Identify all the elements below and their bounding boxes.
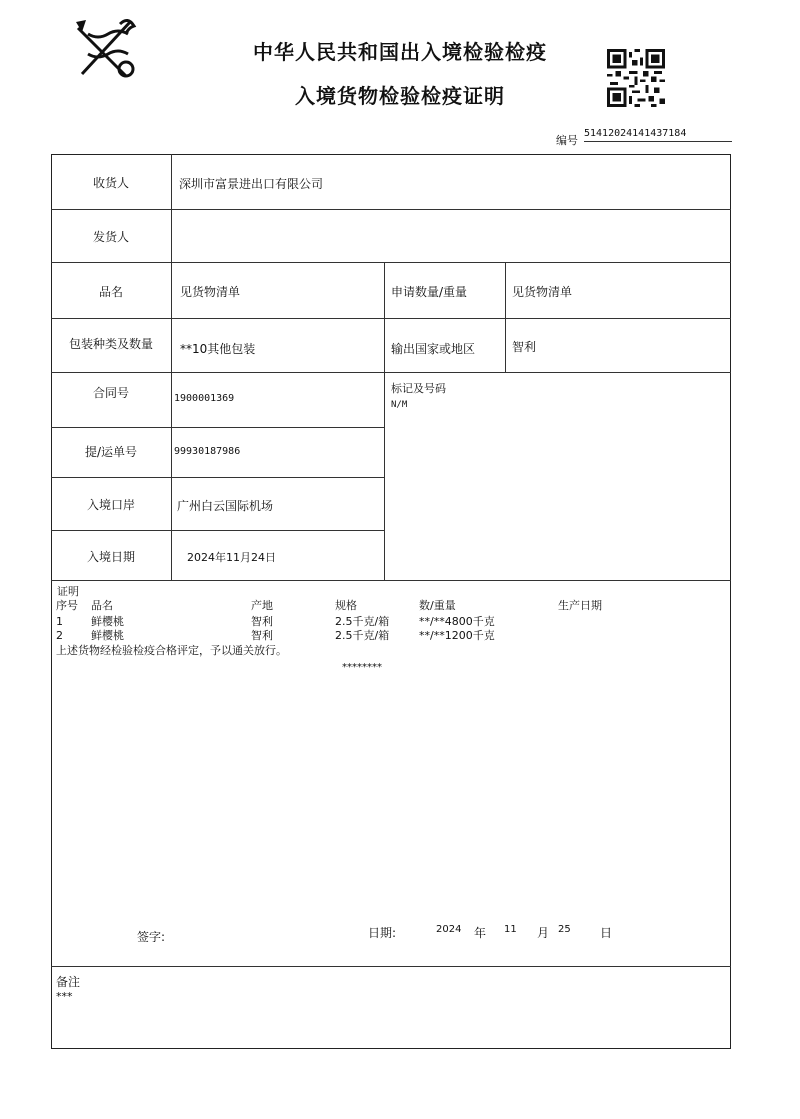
cert-row-seq: 1: [56, 615, 63, 628]
row-divider: [51, 427, 384, 428]
issue-date-month: 11: [504, 924, 517, 935]
remarks-label: 备注: [56, 975, 81, 989]
entry-date-label: 入境日期: [86, 550, 135, 564]
marks-label: 标记及号码: [391, 382, 446, 395]
declared-quantity-value: 见货物清单: [512, 285, 573, 299]
cert-row-qty: **/**1200千克: [419, 629, 495, 642]
row-divider: [51, 372, 731, 373]
signature-label: 签字:: [137, 930, 166, 944]
marks-value: N/M: [391, 400, 408, 410]
row-divider: [51, 530, 384, 531]
cert-row-spec: 2.5千克/箱: [335, 629, 390, 642]
contract-number-value: 1900001369: [174, 393, 235, 404]
column-divider: [171, 154, 172, 580]
goods-name-value: 见货物清单: [180, 285, 241, 299]
packing-label: 包装种类及数量: [68, 337, 153, 351]
entry-port-value: 广州白云国际机场: [177, 499, 274, 513]
row-divider: [51, 966, 731, 967]
row-divider: [51, 262, 731, 263]
remarks-value: ***: [56, 990, 73, 1003]
entry-date-value: 2024年11月24日: [187, 551, 276, 564]
consignee-label: 收货人: [92, 176, 129, 190]
entry-port-label: 入境口岸: [86, 498, 135, 512]
contract-number-label: 合同号: [92, 386, 129, 400]
cert-row-origin: 智利: [251, 629, 273, 642]
declared-quantity-label: 申请数量/重量: [391, 285, 468, 299]
serial-number-value: 514120241414​37184: [584, 128, 732, 142]
issue-date-year: 2024: [436, 924, 462, 935]
issue-date-year-char: 年: [474, 926, 487, 940]
document-title-line1: 中华人民共和国出入境检验检疫: [253, 40, 547, 64]
cert-col-origin: 产地: [251, 599, 273, 612]
certificate-heading: 证明: [57, 585, 79, 598]
qr-code: [606, 49, 666, 107]
issue-date-day-char: 日: [600, 926, 613, 940]
cert-col-production-date: 生产日期: [558, 599, 602, 612]
cert-row-spec: 2.5千克/箱: [335, 615, 390, 628]
issue-date-month-char: 月: [537, 926, 550, 940]
cert-row-name: 鲜樱桃: [91, 615, 124, 628]
certificate-statement: 上述货物经检验检疫合格评定，予以通关放行。: [56, 644, 287, 657]
issue-date-day: 25: [558, 924, 571, 935]
packing-value: **10其他包装: [180, 342, 256, 356]
certificate-end-stars: ********: [342, 662, 382, 673]
cert-row-seq: 2: [56, 629, 63, 642]
issue-date-label: 日期:: [368, 926, 397, 940]
origin-country-value: 智利: [512, 340, 537, 354]
cert-col-qty: 数/重量: [419, 599, 456, 612]
origin-country-label: 输出国家或地区: [391, 342, 476, 356]
bill-of-lading-value: 99930187986: [174, 446, 241, 457]
row-divider: [51, 477, 384, 478]
cert-col-spec: 规格: [335, 599, 357, 612]
consignee-value: 深圳市富景进出口有限公司: [179, 177, 324, 191]
bill-of-lading-label: 提/运单号: [84, 445, 138, 459]
consignor-label: 发货人: [92, 230, 129, 244]
cert-row-name: 鲜樱桃: [91, 629, 124, 642]
column-divider: [384, 262, 385, 580]
column-divider: [505, 262, 506, 372]
row-divider: [51, 209, 731, 210]
serial-number-label: 编号: [556, 134, 578, 147]
goods-name-label: 品名: [98, 285, 123, 299]
cert-col-seq: 序号: [56, 599, 78, 612]
document-title-line2: 入境货物检验检疫证明: [295, 84, 505, 108]
row-divider: [51, 580, 731, 581]
cert-col-name: 品名: [91, 599, 113, 612]
cert-row-qty: **/**4800千克: [419, 615, 495, 628]
cert-row-origin: 智利: [251, 615, 273, 628]
row-divider: [51, 318, 731, 319]
